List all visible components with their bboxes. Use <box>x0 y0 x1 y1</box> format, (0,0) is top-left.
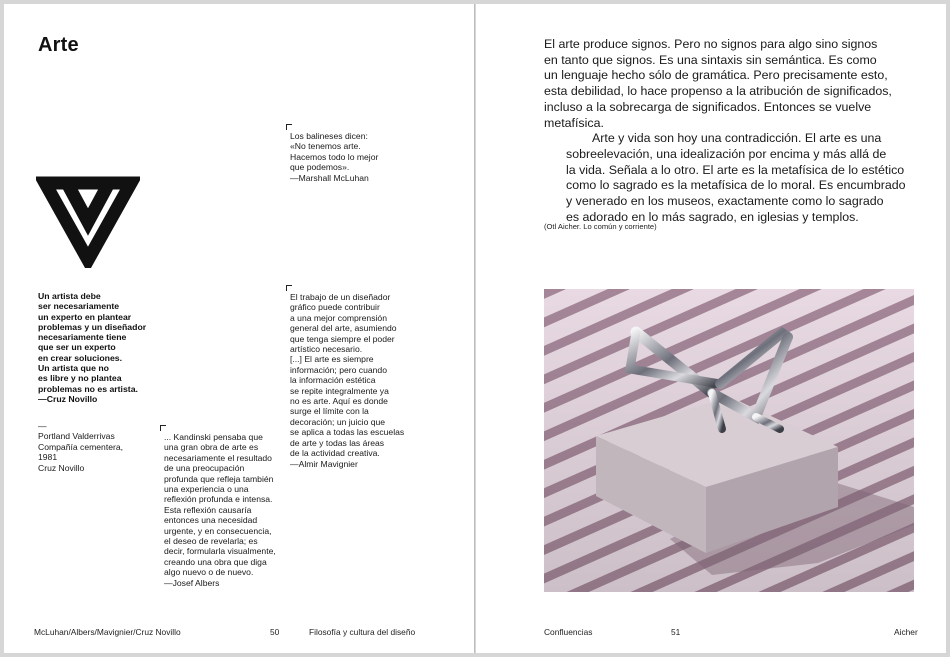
quote-line: Hacemos todo lo mejor <box>290 151 379 162</box>
quote-line: un experto en plantear <box>38 311 132 322</box>
quote-line: es libre y no plantea <box>38 373 122 384</box>
quote-line: profunda que refleja también <box>164 473 274 484</box>
quote-line: que ser un experto <box>38 342 116 353</box>
text-line: metafísica. <box>544 115 604 130</box>
quote-cruz-novillo <box>38 291 173 404</box>
quote-line: urgente, y en consecuencia, <box>164 525 272 536</box>
caption-line: Cruz Novillo <box>38 462 85 473</box>
footer-section: Confluencias <box>544 627 593 637</box>
footer-section: Filosofía y cultura del diseño <box>309 627 416 637</box>
quote-line: una gran obra de arte es <box>164 442 259 453</box>
caption-line: Compañía cementera, <box>38 441 124 452</box>
quote-line: se aplica a todas las escuelas <box>290 427 405 438</box>
quote-line: necesariamente el resultado <box>164 452 272 463</box>
text-line: Arte y vida son hoy una contradicción. El arte es una <box>592 131 882 146</box>
quote-line: de arte y todas las áreas <box>290 437 385 448</box>
quote-line: problemas no es artista. <box>38 383 138 394</box>
quote-line: necesariamente tiene <box>38 332 127 343</box>
sculpture-photo <box>544 289 914 592</box>
corner-mark <box>286 285 292 291</box>
quote-line: la información estética <box>290 375 376 386</box>
footer-author: Aicher <box>894 627 918 637</box>
quote-author: —Josef Albers <box>164 577 220 588</box>
quote-line: que tenga siempre el poder <box>290 333 395 344</box>
text-line: incluso a la sobrecarga de significados. Entonces se vuelve <box>544 99 872 114</box>
quote-line: de una preocupación <box>164 463 245 474</box>
quote-author: —Cruz Novillo <box>38 393 98 404</box>
quote-line: decir, formularla visualmente, <box>164 546 276 557</box>
quote-line: una experiencia o una <box>164 484 249 495</box>
quote-author: —Almir Mavignier <box>290 458 358 469</box>
page-number: 51 <box>671 627 681 637</box>
quote-line: que podemos». <box>290 162 350 173</box>
quote-line: Los balineses dicen: <box>290 131 368 141</box>
body-text <box>544 37 926 225</box>
text-line: y venerado en los museos, exactamente como lo sagrado <box>566 194 884 209</box>
right-page <box>476 4 946 653</box>
quote-line: algo nuevo o de nuevo. <box>164 567 254 578</box>
quote-source: (Otl Aicher. Lo común y corriente) <box>544 222 657 231</box>
corner-mark <box>160 425 166 431</box>
quote-line: «No tenemos arte. <box>290 141 361 152</box>
quote-line: surge el límite con la <box>290 406 369 417</box>
quote-albers <box>164 432 276 588</box>
paragraph-2 <box>544 131 926 225</box>
text-line: es adorado en lo más sagrado, en iglesias y templos. <box>566 209 859 224</box>
quote-line: El trabajo de un diseñador <box>290 292 391 302</box>
quote-line: Esta reflexión causaría <box>164 504 252 515</box>
caption-dash: — <box>38 421 47 431</box>
paragraph-1 <box>544 37 926 131</box>
quote-line: general del arte, asumiendo <box>290 323 397 334</box>
corner-mark <box>286 124 292 130</box>
page-number: 50 <box>270 627 280 637</box>
caption-line: 1981 <box>38 452 58 463</box>
text-line: El arte produce signos. Pero no signos para algo sino signos <box>544 37 878 51</box>
quote-line: Un artista que no <box>38 363 109 374</box>
quote-mavignier <box>290 292 408 469</box>
quote-line: artístico necesario. <box>290 344 363 355</box>
quote-line: en crear soluciones. <box>38 352 123 363</box>
logo-caption <box>38 421 148 473</box>
portland-valderrivas-logo <box>36 176 140 268</box>
quote-line: Un artista debe <box>38 291 101 301</box>
page-title: Arte <box>38 34 79 56</box>
quote-line: se repite integralmente ya <box>290 385 389 396</box>
quote-line: información; pero cuando <box>290 364 387 375</box>
text-line: como lo sagrado es la metafísica de lo moral. Es encumbrado <box>566 178 906 193</box>
quote-line: a una mejor comprensión <box>290 312 387 323</box>
quote-line: ... Kandinski pensaba que <box>164 432 263 442</box>
quote-line: [...] El arte es siempre <box>290 354 374 365</box>
text-line: un lenguaje hecho sólo de gramática. Pero precisamente esto, <box>544 68 888 83</box>
text-line: esta debilidad, lo hace propenso a la atribución de significados, <box>544 84 892 99</box>
footer-authors: McLuhan/Albers/Mavignier/Cruz Novillo <box>34 627 181 637</box>
text-line: la vida. Señala a lo otro. El arte es la metafísica de lo estético <box>566 162 905 177</box>
quote-line: el deseo de revelarla; es <box>164 536 258 547</box>
quote-line: problemas y un diseñador <box>38 321 147 332</box>
left-page <box>4 4 475 653</box>
caption-line: Portland Valderrivas <box>38 431 115 442</box>
quote-line: creando una obra que diga <box>164 556 267 567</box>
quote-line: reflexión profunda e intensa. <box>164 494 273 505</box>
quote-line: entonces una necesidad <box>164 515 258 526</box>
quote-line: decoración; un juicio que <box>290 416 386 427</box>
quote-line: gráfico puede contribuir <box>290 302 380 313</box>
quote-author: —Marshall McLuhan <box>290 172 369 183</box>
quote-line: de la actividad creativa. <box>290 448 380 459</box>
text-line: en tanto que signos. Es una sintaxis sin semántica. Es como <box>544 52 877 67</box>
quote-line: no es arte. Aquí es donde <box>290 396 388 407</box>
quote-mcluhan <box>290 131 410 183</box>
text-line: sobreelevación, una idealización por encima y más allá de <box>566 146 887 161</box>
quote-line: ser necesariamente <box>38 301 120 312</box>
